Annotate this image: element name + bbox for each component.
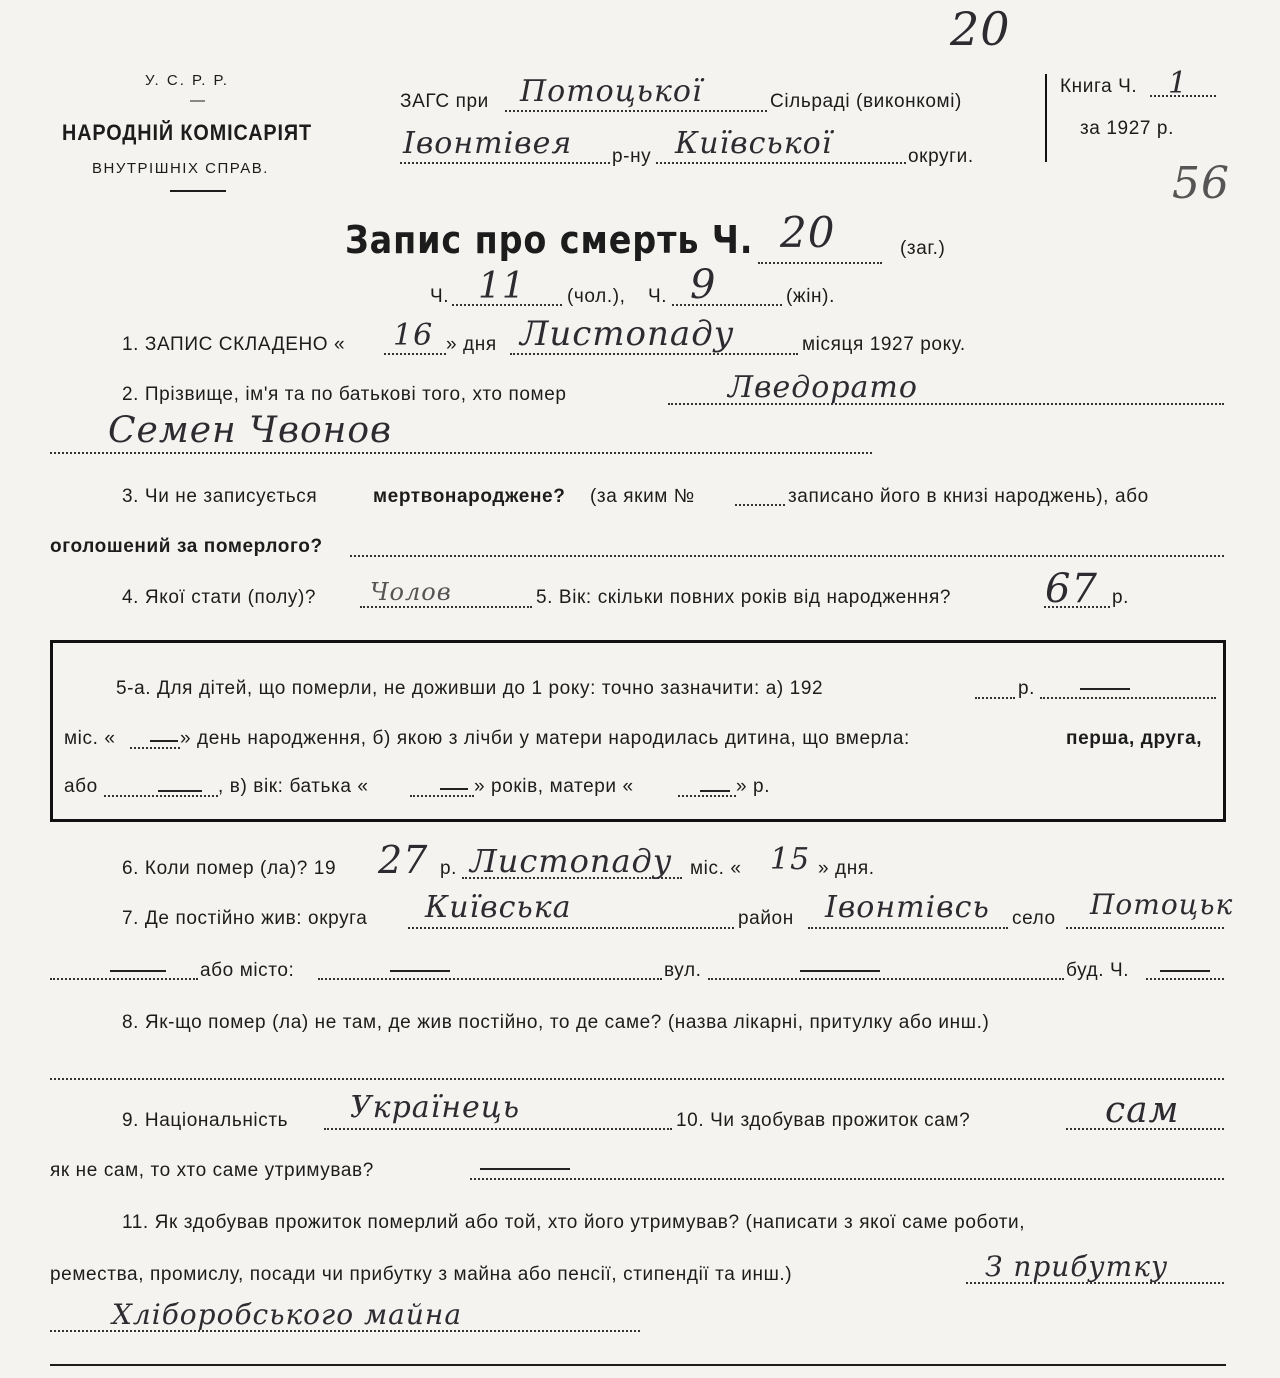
item2-value1: Лведорато xyxy=(728,370,918,405)
item5a-mother-dots xyxy=(678,795,736,797)
item5a-r: р. xyxy=(1018,678,1036,699)
item3-bold2: оголошений за померлого? xyxy=(50,536,323,557)
internal-affairs: ВНУТРІШНІХ СПРАВ. xyxy=(92,160,269,177)
item6-tail: » дня. xyxy=(818,858,875,879)
item11-value2: Хліборобського майна xyxy=(112,1298,463,1331)
item6-mis: міс. « xyxy=(690,858,742,879)
item5a-father-dots xyxy=(410,795,474,797)
item6-month: Листопаду xyxy=(470,842,673,880)
item7-misto-dash xyxy=(390,970,450,972)
item10-line2: як не сам, то хто саме утримував? xyxy=(50,1160,374,1181)
item10-value: сам xyxy=(1105,1090,1180,1131)
zags-value: Потоцької xyxy=(520,74,703,109)
item11-value1: З прибутку xyxy=(985,1250,1169,1283)
header-rule xyxy=(170,190,226,192)
item7-label: 7. Де постійно жив: округа xyxy=(122,908,368,929)
item5-value: 67 xyxy=(1045,566,1098,612)
item3-dots xyxy=(350,555,1224,557)
item7-rayon: район xyxy=(738,908,794,929)
item5a-abo: або xyxy=(64,776,98,797)
item5a-r-dash xyxy=(1080,688,1130,690)
item1-day: 16 xyxy=(393,318,434,353)
record-number: 20 xyxy=(780,208,836,257)
item10-dash xyxy=(480,1168,570,1170)
item5a-mother-dash xyxy=(700,790,730,792)
male-count: 11 xyxy=(478,266,526,307)
item5a-day-dots xyxy=(130,747,180,749)
okrug-label: округи. xyxy=(908,146,974,167)
item7-misto-dots xyxy=(318,978,662,980)
zags-label: ЗАГС при xyxy=(400,91,489,112)
item7-city-dash xyxy=(110,970,166,972)
zags-dots xyxy=(505,110,767,112)
rayon-value: Івонтівея xyxy=(403,126,573,161)
female-count: 9 xyxy=(690,262,717,308)
item3-num-dots xyxy=(735,504,785,506)
item6-day: 15 xyxy=(770,842,811,877)
okrug-value: Київської xyxy=(675,126,833,161)
book-year: за 1927 р. xyxy=(1080,118,1174,139)
book-label: Книга Ч. xyxy=(1060,76,1138,97)
zhin-label: (жін). xyxy=(786,286,835,307)
item5a-line2: » день народження, б) якою з лічби у матери народилась дитина, що вмерла: xyxy=(180,728,910,749)
item8-text: 8. Як-що помер (ла) не там, де жив постійно, то де саме? (назва лікарні, притулку або инш.) xyxy=(122,1012,990,1033)
item1-dnia: » дня xyxy=(446,334,497,355)
item3-tail: записано його в книзі народжень), або xyxy=(788,486,1149,507)
item7-okrug-dots xyxy=(408,927,734,929)
item1-day-dots xyxy=(384,353,446,355)
book-value: 1 xyxy=(1168,66,1189,101)
item7-vul-dots xyxy=(708,978,1064,980)
item10-dots2 xyxy=(470,1178,1224,1180)
item11-line1: 11. Як здобував прожиток померлий або той, хто його утримував? (написати з якої саме роботи, xyxy=(122,1212,1026,1233)
item5a-day-dash xyxy=(150,740,178,742)
item7-rayon-dots xyxy=(808,927,1008,929)
item4-dots xyxy=(360,606,532,608)
item5a-rokiv: » років, матери « xyxy=(474,776,634,797)
item1-month: Листопаду xyxy=(520,314,735,354)
item10-label: 10. Чи здобував прожиток сам? xyxy=(676,1110,971,1131)
item5a-father-dash xyxy=(440,788,468,790)
item6-year: 27 xyxy=(378,838,429,882)
item5a-abo-dash xyxy=(158,790,202,792)
item1-tail: місяця 1927 року. xyxy=(802,334,966,355)
item5a-line3: , в) вік: батька « xyxy=(218,776,369,797)
bottom-rule xyxy=(50,1364,1226,1366)
item5-unit: р. xyxy=(1112,587,1130,608)
item7-selo: село xyxy=(1012,908,1056,929)
item7-vul-dash xyxy=(800,970,880,972)
item5a-year-dots xyxy=(975,697,1015,699)
item4-label: 4. Якої стати (полу)? xyxy=(122,587,317,608)
zag-label: (заг.) xyxy=(900,238,946,259)
item1-label: 1. ЗАПИС СКЛАДЕНО « xyxy=(122,334,346,355)
header-dash: — xyxy=(190,92,205,109)
item6-label: 6. Коли помер (ла)? 19 xyxy=(122,858,337,879)
item7-rayon-val: Івонтівсь xyxy=(825,890,990,925)
item4-value: Чолов xyxy=(370,578,452,606)
item8-dots xyxy=(50,1078,1224,1080)
commissariat-title: НАРОДНІЙ КОМІСАРІЯТ xyxy=(62,120,313,145)
item7-bud: буд. Ч. xyxy=(1066,960,1130,981)
item7-bud-dash xyxy=(1160,970,1210,972)
item5a-mis: міс. « xyxy=(64,728,116,749)
item5a-line1: 5-а. Для дітей, що померли, не доживши до 1 року: точно зазначити: а) 192 xyxy=(116,678,824,699)
item6-r: р. xyxy=(440,858,458,879)
okrug-dots xyxy=(656,162,906,164)
female-dots xyxy=(672,304,782,306)
item5a-r-dots xyxy=(1040,697,1216,699)
ussr-label: У. С. Р. Р. xyxy=(145,72,229,89)
silradi-label: Сільраді (виконкомі) xyxy=(770,91,962,112)
item7-city-dots xyxy=(50,978,198,980)
male-ch-label: Ч. xyxy=(430,286,450,307)
item9-value: Українець xyxy=(350,1090,521,1125)
item7-selo-val: Потоцьк xyxy=(1090,888,1234,921)
title-dots xyxy=(758,262,882,264)
item3-mid: (за яким № xyxy=(590,486,695,507)
item9-label: 9. Національність xyxy=(122,1110,289,1131)
rayon-label: р-ну xyxy=(612,146,652,167)
rayon-dots xyxy=(400,162,610,164)
item2-value2: Семен Чвонов xyxy=(108,410,392,451)
side-number: 56 xyxy=(1172,158,1230,209)
item9-dots xyxy=(324,1128,672,1130)
item2-label: 2. Прізвище, ім'я та по батькові того, хто помер xyxy=(122,384,567,405)
female-ch-label: Ч. xyxy=(648,286,668,307)
item11-line2: ремества, промислу, посади чи прибутку з майна або пенсії, стипендії та инш.) xyxy=(50,1264,793,1285)
item5a-bold: перша, друга, xyxy=(1066,728,1203,749)
corner-number: 20 xyxy=(950,2,1011,56)
item2-dots2 xyxy=(50,452,872,454)
item7-selo-dots xyxy=(1066,927,1224,929)
page-title: Запис про смерть Ч. xyxy=(345,218,754,262)
item3-bold1: мертвонароджене? xyxy=(373,486,566,507)
chol-label: (чол.), xyxy=(567,286,626,307)
item7-okrug: Київська xyxy=(425,890,572,925)
item7-vul: вул. xyxy=(664,960,702,981)
item3-line1: 3. Чи не записується xyxy=(122,486,318,507)
item7-bud-dots xyxy=(1146,978,1224,980)
item5a-end: » р. xyxy=(736,776,771,797)
item5a-abo-dots xyxy=(104,795,218,797)
item5-label: 5. Вік: скільки повних років від народження? xyxy=(536,587,952,608)
item7-abo: або місто: xyxy=(200,960,295,981)
